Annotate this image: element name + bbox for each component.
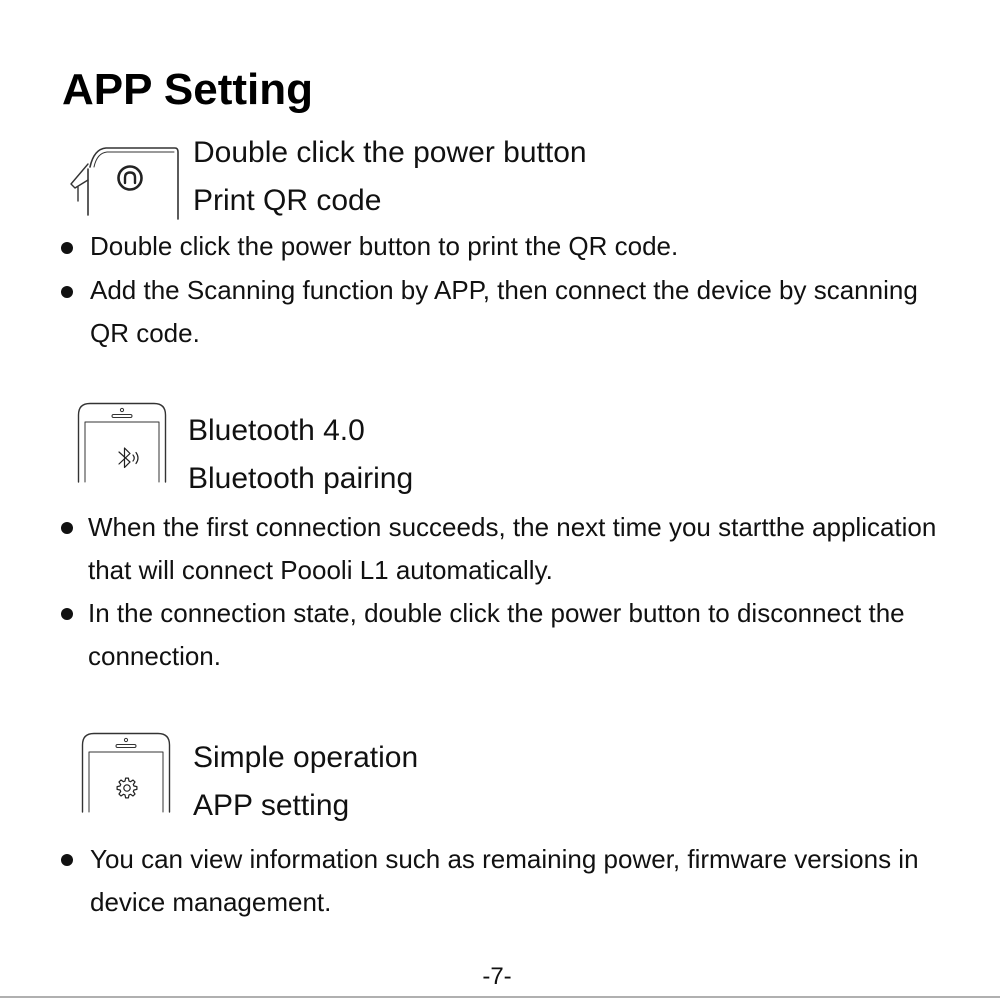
bullet-list-bluetooth [88, 506, 936, 678]
bullet-item [90, 225, 918, 269]
bullet-item [88, 506, 936, 592]
bullet-list-settings [90, 838, 919, 924]
heading-secondary: Print QR code [193, 184, 382, 217]
bullet-line: Add the Scanning function by APP, then connect the device by scanning [90, 274, 918, 305]
bullet-item [90, 269, 918, 356]
bullet-line: device management. [90, 887, 332, 917]
bullet-line: connection. [88, 641, 221, 671]
bullet-list-power [90, 225, 918, 356]
bullet-dot [61, 522, 73, 534]
page-bottom-divider [0, 996, 1000, 998]
bullet-line: Double click the power button to print the QR code. [90, 231, 679, 261]
bullet-dot [61, 242, 73, 254]
bullet-dot [61, 286, 73, 298]
bullet-line: You can view information such as remaining power, firmware versions in [90, 844, 919, 874]
section-heading-bluetooth [188, 407, 413, 503]
heading-primary: Simple operation [193, 741, 419, 774]
page-number: -7- [482, 963, 512, 990]
phone-bluetooth-icon [77, 402, 169, 484]
phone-settings-gear-icon [81, 732, 173, 814]
section-heading-power [193, 129, 587, 225]
bullet-dot [61, 854, 73, 866]
section-heading-settings [193, 734, 418, 830]
bullet-line: that will connect Poooli L1 automatically. [88, 555, 553, 585]
page-title: APP Setting [62, 65, 314, 114]
printer-power-button-icon [66, 143, 184, 223]
heading-primary: Bluetooth 4.0 [188, 414, 365, 447]
heading-secondary: APP setting [193, 789, 350, 822]
bullet-line: In the connection state, double click the power button to disconnect the [88, 598, 905, 628]
heading-secondary: Bluetooth pairing [188, 462, 414, 495]
bullet-line: When the first connection succeeds, the next time you startthe application [88, 512, 937, 542]
bullet-item [90, 838, 919, 924]
gear-icon [117, 778, 137, 798]
heading-primary: Double click the power button [193, 136, 587, 169]
bullet-dot [61, 608, 73, 620]
bullet-line: QR code. [90, 318, 200, 348]
bullet-item [88, 592, 936, 678]
